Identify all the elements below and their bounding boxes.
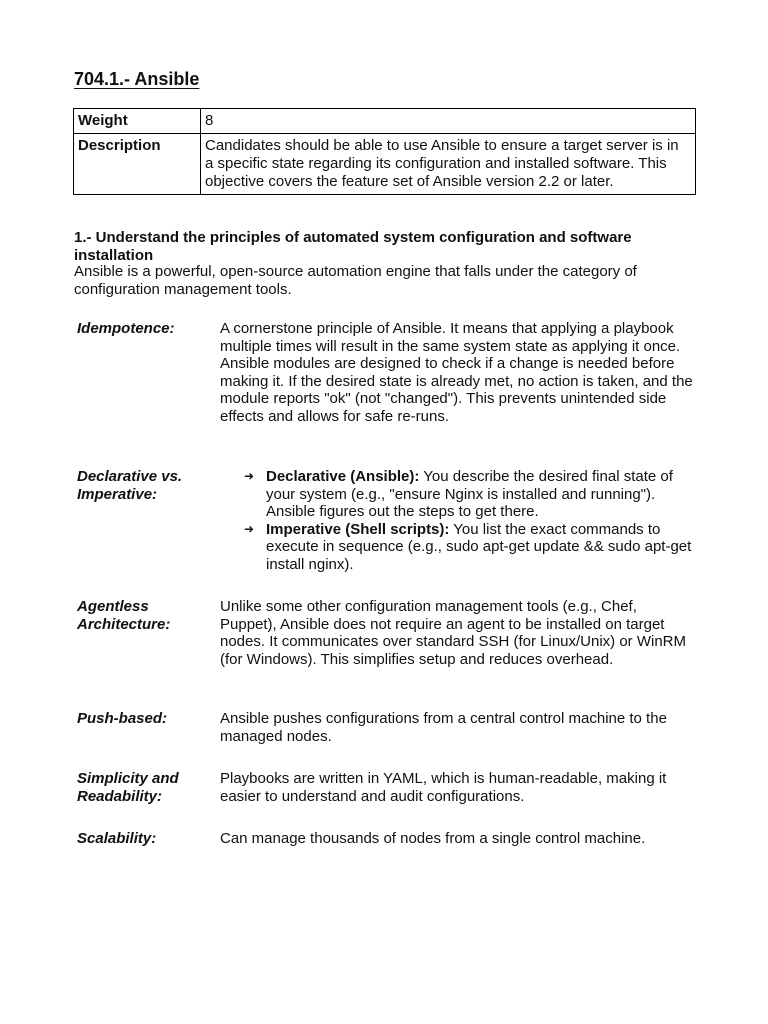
section-heading: 1.- Understand the principles of automated system configuration and software installation: [74, 229, 632, 264]
term-push-based: Push-based:: [77, 710, 168, 727]
definition-declarative-vs-imperative: [220, 468, 694, 574]
term-agentless-architecture: Agentless Architecture:: [77, 598, 171, 633]
term-declarative-vs-imperative: Declarative vs. Imperative:: [77, 468, 183, 503]
description-label: Description: [74, 134, 201, 195]
bullet-label-declarative: Declarative (Ansible):: [266, 468, 420, 485]
term-idempotence: Idempotence:: [77, 320, 175, 337]
weight-label: Weight: [74, 109, 201, 134]
paradigm-list: [220, 468, 694, 574]
bullet-label-imperative: Imperative (Shell scripts):: [266, 520, 450, 538]
objective-info-table: [73, 108, 696, 195]
arrow-right-icon: ➜: [244, 521, 255, 536]
table-row: [74, 109, 696, 134]
description-value: Candidates should be able to use Ansible to ensure a target server is in a specific state regarding its configuration and installed software. This objective covers the feature set of Ansible version 2.2 or later.: [201, 134, 696, 195]
table-row: [74, 134, 696, 195]
page-title: 704.1.- Ansible: [74, 69, 200, 89]
list-item: [220, 521, 694, 574]
arrow-right-icon: ➜: [244, 469, 255, 483]
bullet-text-declarative: You describe the desired final state of your system (e.g., "ensure Nginx is installed and running"). Ansible figures out the steps to get there.: [266, 468, 673, 521]
definition-simplicity-and-readability: Playbooks are written in YAML, which is human-readable, making it easier to understand and audit configurations.: [220, 770, 667, 805]
bullet-text-imperative: You list the exact commands to execute in sequence (e.g., sudo apt-get update && sudo apt-get install nginx).: [266, 520, 692, 573]
term-scalability: Scalability:: [77, 830, 157, 847]
definition-idempotence: A cornerstone principle of Ansible. It means that applying a playbook multiple times will result in the same system state as applying it once. Ansible modules are designed to check if a change is needed before making it. If the desired state is already met, no action is taken, and the module reports "ok" (not "changed"). This prevents unintended side effects and allows for safe re-runs.: [220, 320, 693, 425]
definition-scalability: Can manage thousands of nodes from a single control machine.: [220, 830, 646, 847]
section-intro: Ansible is a powerful, open-source automation engine that falls under the category of configuration management tools.: [74, 263, 637, 298]
weight-value: 8: [201, 109, 696, 134]
definition-agentless-architecture: Unlike some other configuration management tools (e.g., Chef, Puppet), Ansible does not require an agent to be installed on target nodes. It communicates over standard SSH (for Linux/Unix) or WinRM (for Windows). This simplifies setup and reduces overhead.: [220, 598, 687, 668]
definition-push-based: Ansible pushes configurations from a central control machine to the managed nodes.: [220, 710, 667, 745]
list-item: [220, 468, 694, 521]
term-simplicity-and-readability: Simplicity and Readability:: [77, 770, 179, 805]
